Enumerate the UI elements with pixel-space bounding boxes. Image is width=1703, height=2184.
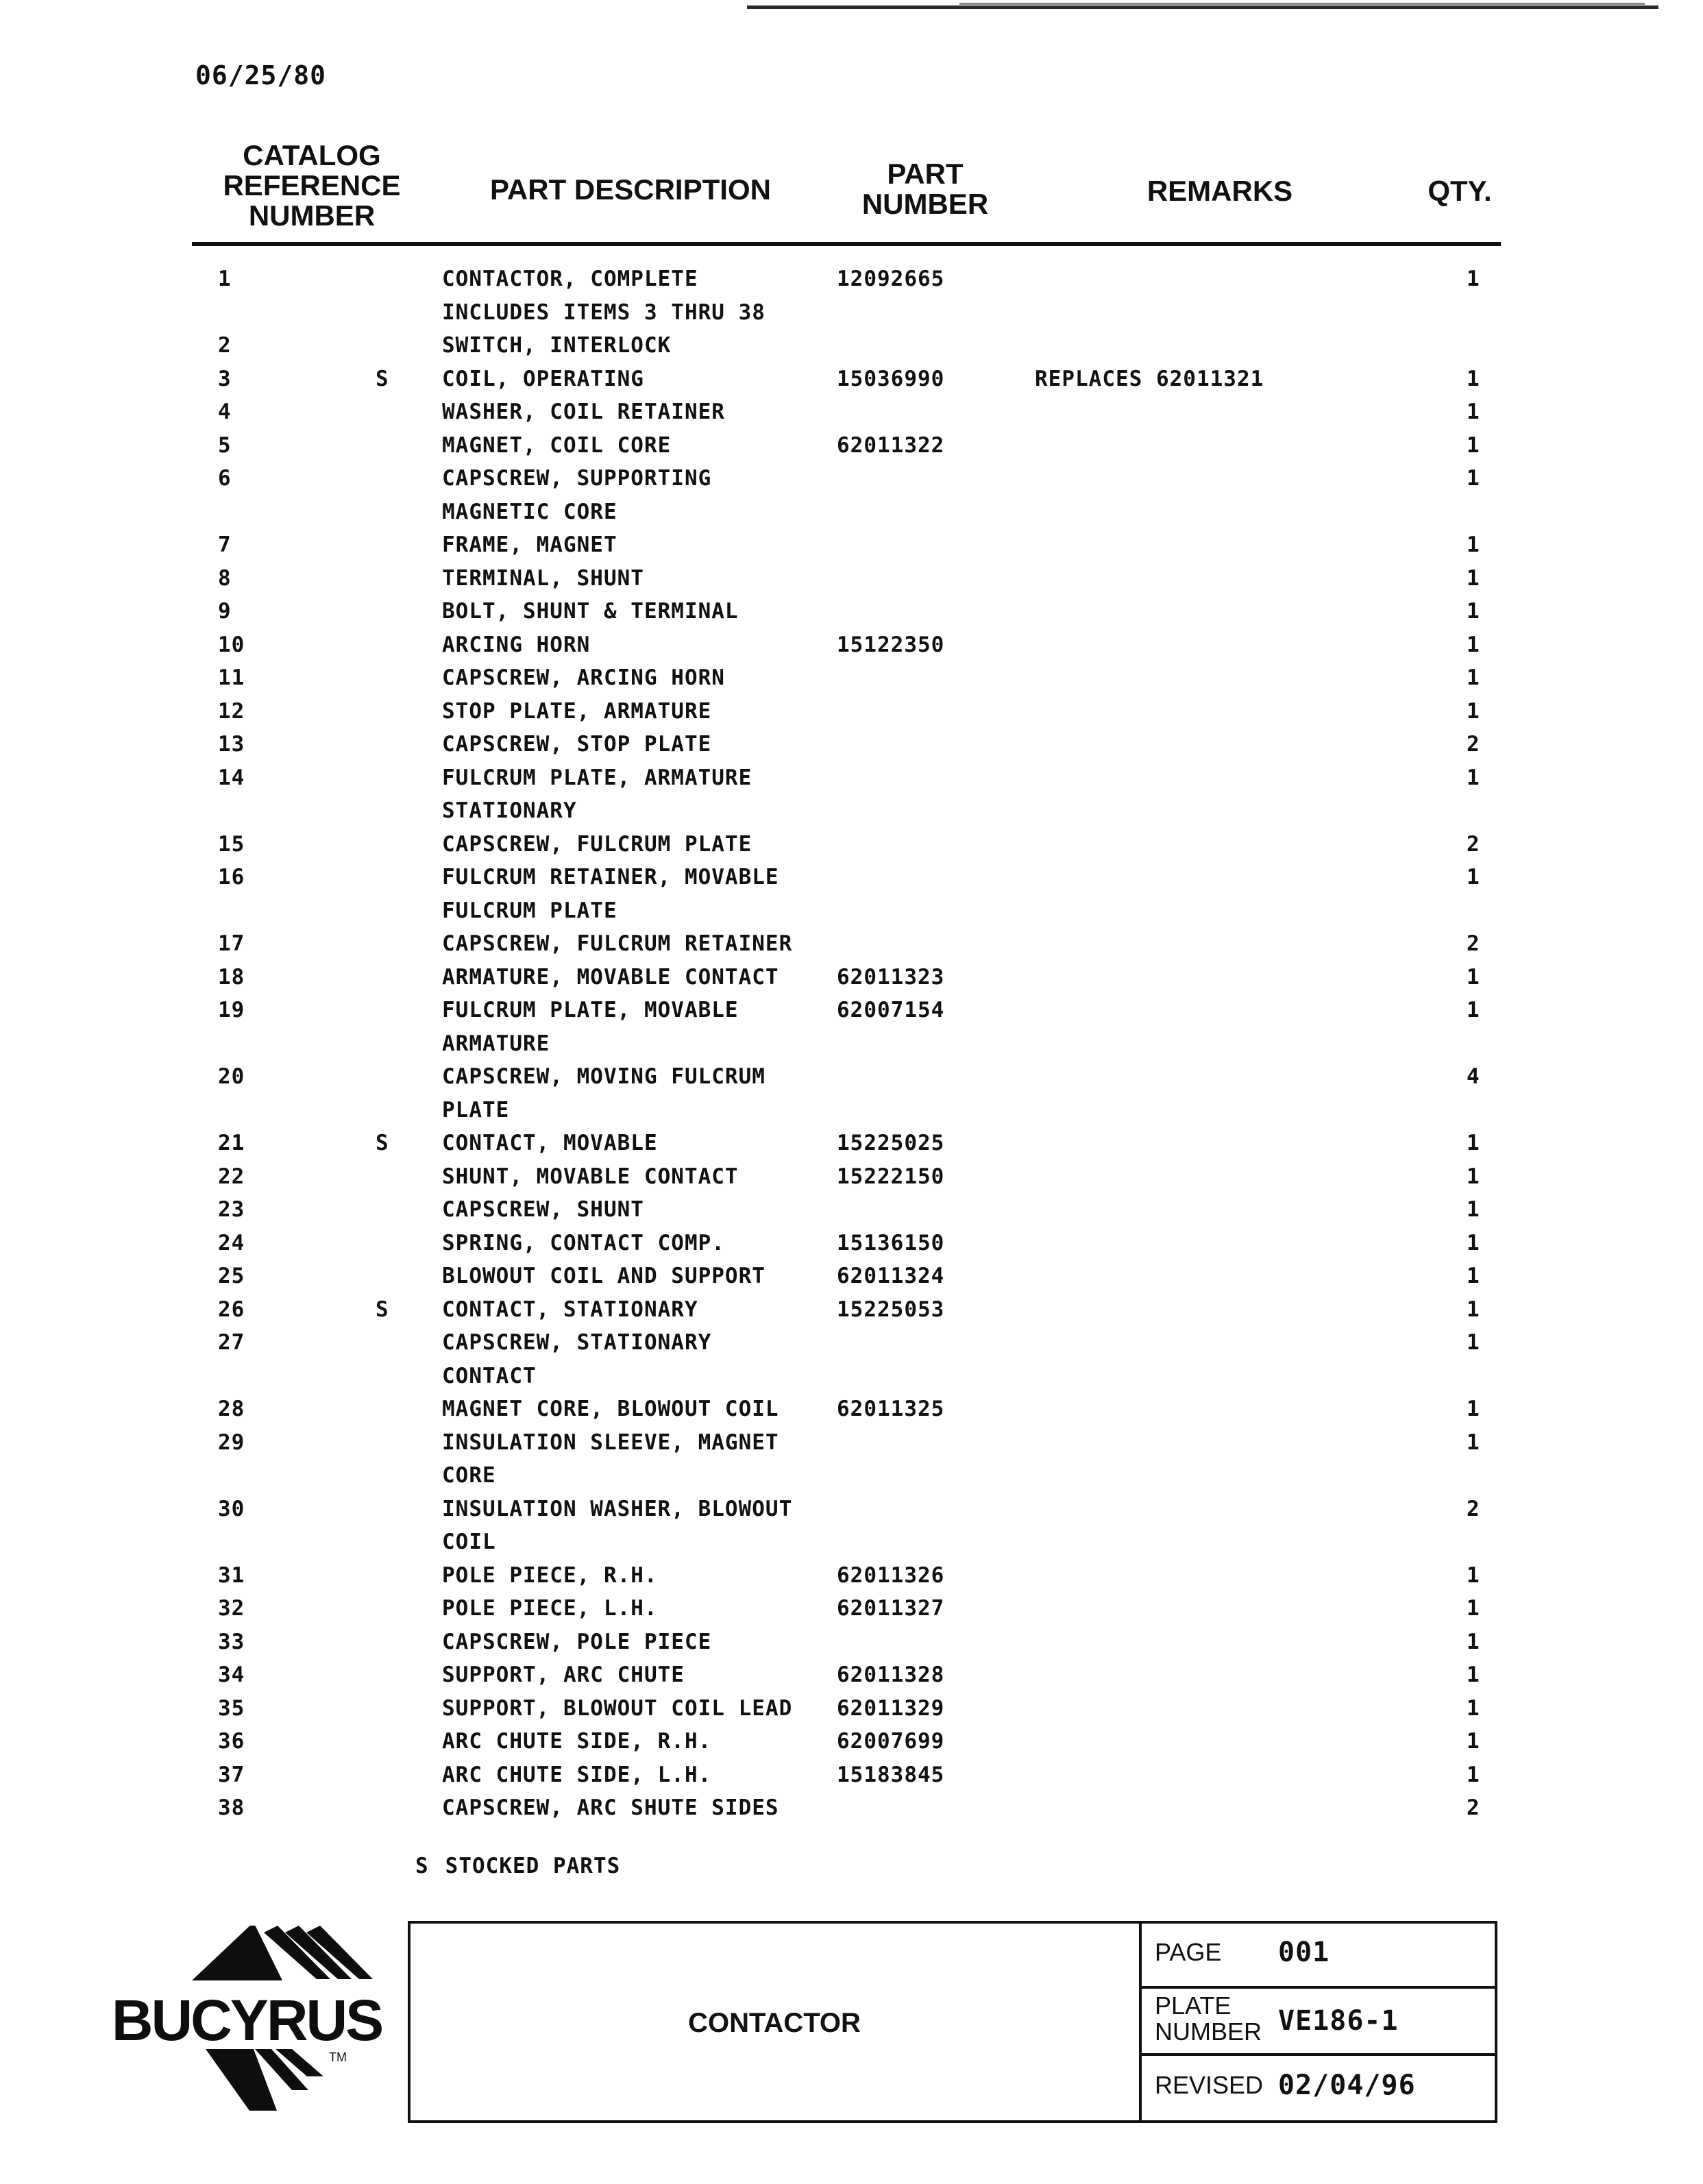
part-number-cell: 62011324 bbox=[837, 1264, 945, 1288]
part-description-cell: BOLT, SHUNT & TERMINAL bbox=[442, 599, 739, 624]
table-row bbox=[0, 1027, 1703, 1061]
quantity-cell: 1 bbox=[1467, 1762, 1480, 1787]
table-row bbox=[0, 794, 1703, 828]
part-description-cell: CAPSCREW, STATIONARY bbox=[442, 1330, 712, 1355]
legend bbox=[415, 1854, 620, 1878]
part-description-cell: SUPPORT, BLOWOUT COIL LEAD bbox=[442, 1695, 793, 1721]
ref-number-cell: 13 bbox=[218, 732, 245, 757]
quantity-cell: 1 bbox=[1467, 1397, 1480, 1421]
quantity-cell: 1 bbox=[1467, 998, 1480, 1022]
table-row bbox=[0, 429, 1703, 463]
part-description-cell: FRAME, MAGNET bbox=[442, 532, 617, 557]
part-description-cell: CONTACT bbox=[442, 1363, 537, 1388]
table-row bbox=[0, 728, 1703, 761]
part-description-cell: CONTACT, MOVABLE bbox=[442, 1131, 658, 1155]
ref-number-cell: 14 bbox=[218, 765, 245, 790]
quantity-cell: 1 bbox=[1467, 632, 1480, 657]
quantity-cell: 2 bbox=[1467, 1496, 1480, 1521]
quantity-cell: 1 bbox=[1467, 1197, 1480, 1222]
table-row bbox=[0, 363, 1703, 396]
table-row bbox=[0, 329, 1703, 363]
ref-number-cell: 29 bbox=[218, 1430, 245, 1455]
quantity-cell: 1 bbox=[1467, 1695, 1480, 1721]
quantity-cell: 1 bbox=[1467, 865, 1480, 889]
table-row bbox=[0, 994, 1703, 1027]
title-block-title: CONTACTOR bbox=[688, 2008, 861, 2038]
part-description-cell: INSULATION WASHER, BLOWOUT bbox=[442, 1496, 793, 1521]
quantity-cell: 1 bbox=[1467, 1131, 1480, 1155]
table-row bbox=[0, 495, 1703, 529]
table-row bbox=[0, 1692, 1703, 1726]
part-number-cell: 15122350 bbox=[837, 632, 945, 657]
ref-number-cell: 35 bbox=[218, 1695, 245, 1721]
part-description-cell: INCLUDES ITEMS 3 THRU 38 bbox=[442, 299, 765, 325]
part-description-cell: STATIONARY bbox=[442, 798, 577, 823]
table-row bbox=[0, 1625, 1703, 1659]
ref-number-cell: 8 bbox=[218, 565, 232, 591]
ref-number-cell: 10 bbox=[218, 632, 245, 657]
table-row bbox=[0, 1426, 1703, 1460]
quantity-cell: 1 bbox=[1467, 1430, 1480, 1455]
ref-number-cell: 11 bbox=[218, 665, 245, 690]
part-description-cell: CAPSCREW, FULCRUM PLATE bbox=[442, 831, 752, 857]
part-number-cell: 62007699 bbox=[837, 1729, 945, 1754]
table-row bbox=[0, 1592, 1703, 1625]
ref-number-cell: 36 bbox=[218, 1729, 245, 1754]
table-row bbox=[0, 927, 1703, 961]
ref-number-cell: 4 bbox=[218, 400, 232, 424]
part-description-cell: COIL bbox=[442, 1530, 496, 1554]
quantity-cell: 1 bbox=[1467, 366, 1480, 391]
table-row bbox=[0, 761, 1703, 795]
plate-number-value: VE186-1 bbox=[1278, 2005, 1399, 2037]
legend-symbol: S bbox=[415, 1854, 429, 1878]
table-row bbox=[0, 1791, 1703, 1825]
ref-number-cell: 28 bbox=[218, 1397, 245, 1421]
ref-number-cell: 27 bbox=[218, 1330, 245, 1355]
table-row bbox=[0, 1326, 1703, 1360]
part-number-cell: 62011327 bbox=[837, 1596, 945, 1621]
part-number-cell: 62011322 bbox=[837, 432, 945, 458]
header-quantity: QTY. bbox=[1428, 175, 1492, 207]
ref-number-cell: 26 bbox=[218, 1297, 245, 1322]
table-row bbox=[0, 1260, 1703, 1293]
part-description-cell: CAPSCREW, SUPPORTING bbox=[442, 466, 712, 491]
quantity-cell: 1 bbox=[1467, 267, 1480, 291]
parts-table bbox=[0, 262, 1703, 1825]
quantity-cell: 2 bbox=[1467, 831, 1480, 857]
part-description-cell: ARC CHUTE SIDE, R.H. bbox=[442, 1729, 712, 1754]
page-label: PAGE bbox=[1155, 1938, 1222, 1966]
part-number-cell: 15225025 bbox=[837, 1131, 945, 1155]
part-description-cell: CAPSCREW, MOVING FULCRUM bbox=[442, 1064, 765, 1089]
part-number-cell: 62007154 bbox=[837, 998, 945, 1022]
table-row bbox=[0, 628, 1703, 662]
quantity-cell: 1 bbox=[1467, 466, 1480, 491]
part-description-cell: FULCRUM PLATE, MOVABLE bbox=[442, 998, 739, 1022]
ref-number-cell: 21 bbox=[218, 1131, 245, 1155]
part-description-cell: CAPSCREW, ARCING HORN bbox=[442, 665, 725, 690]
quantity-cell: 1 bbox=[1467, 1164, 1480, 1189]
quantity-cell: 2 bbox=[1467, 732, 1480, 757]
table-row bbox=[0, 1392, 1703, 1426]
quantity-cell: 1 bbox=[1467, 765, 1480, 790]
part-description-cell: CAPSCREW, POLE PIECE bbox=[442, 1629, 712, 1654]
ref-number-cell: 33 bbox=[218, 1629, 245, 1654]
table-row bbox=[0, 828, 1703, 861]
part-description-cell: MAGNET, COIL CORE bbox=[442, 432, 672, 458]
ref-number-cell: 31 bbox=[218, 1562, 245, 1588]
quantity-cell: 1 bbox=[1467, 599, 1480, 624]
quantity-cell: 1 bbox=[1467, 665, 1480, 690]
stocked-flag-cell: S bbox=[376, 366, 389, 391]
ref-number-cell: 9 bbox=[218, 599, 232, 624]
revised-value: 02/04/96 bbox=[1278, 2070, 1416, 2101]
part-description-cell: POLE PIECE, L.H. bbox=[442, 1596, 658, 1621]
part-number-cell: 15222150 bbox=[837, 1164, 945, 1189]
part-description-cell: SWITCH, INTERLOCK bbox=[442, 333, 672, 358]
quantity-cell: 4 bbox=[1467, 1064, 1480, 1089]
table-row bbox=[0, 695, 1703, 728]
part-description-cell: INSULATION SLEEVE, MAGNET bbox=[442, 1430, 779, 1455]
revised-label: REVISED bbox=[1155, 2071, 1264, 2099]
header-part-number: PART NUMBER bbox=[861, 158, 989, 220]
table-row bbox=[0, 528, 1703, 562]
trademark-symbol: TM bbox=[329, 2050, 347, 2064]
ref-number-cell: 18 bbox=[218, 964, 245, 990]
table-row bbox=[0, 1559, 1703, 1593]
header-catalog-reference: CATALOG REFERENCE NUMBER bbox=[223, 139, 401, 232]
part-number-cell: 12092665 bbox=[837, 267, 945, 291]
quantity-cell: 1 bbox=[1467, 1297, 1480, 1322]
table-row bbox=[0, 1094, 1703, 1127]
part-description-cell: ARCING HORN bbox=[442, 632, 591, 657]
ref-number-cell: 20 bbox=[218, 1064, 245, 1089]
table-row bbox=[0, 861, 1703, 894]
stocked-flag-cell: S bbox=[376, 1297, 389, 1322]
title-block-divider bbox=[1139, 1921, 1142, 2123]
table-row bbox=[0, 1160, 1703, 1194]
part-description-cell: COIL, OPERATING bbox=[442, 366, 644, 391]
ref-number-cell: 17 bbox=[218, 931, 245, 956]
part-description-cell: CAPSCREW, ARC SHUTE SIDES bbox=[442, 1795, 779, 1820]
table-row bbox=[0, 1060, 1703, 1094]
part-description-cell: MAGNET CORE, BLOWOUT COIL bbox=[442, 1397, 779, 1421]
ref-number-cell: 19 bbox=[218, 998, 245, 1022]
table-row bbox=[0, 1127, 1703, 1160]
ref-number-cell: 37 bbox=[218, 1762, 245, 1787]
part-description-cell: ARMATURE, MOVABLE CONTACT bbox=[442, 964, 779, 990]
part-number-cell: 62011326 bbox=[837, 1562, 945, 1588]
table-row bbox=[0, 462, 1703, 495]
part-number-cell: 15183845 bbox=[837, 1762, 945, 1787]
table-row bbox=[0, 562, 1703, 596]
part-description-cell: CONTACT, STATIONARY bbox=[442, 1297, 698, 1322]
quantity-cell: 1 bbox=[1467, 964, 1480, 990]
ref-number-cell: 7 bbox=[218, 532, 232, 557]
quantity-cell: 1 bbox=[1467, 1230, 1480, 1255]
part-description-cell: CAPSCREW, SHUNT bbox=[442, 1197, 644, 1222]
table-row bbox=[0, 595, 1703, 628]
ref-number-cell: 30 bbox=[218, 1496, 245, 1521]
ref-number-cell: 38 bbox=[218, 1795, 245, 1820]
ref-number-cell: 23 bbox=[218, 1197, 245, 1222]
part-description-cell: FULCRUM RETAINER, MOVABLE bbox=[442, 865, 779, 889]
scan-edge-line bbox=[959, 3, 1645, 5]
part-number-cell: 15036990 bbox=[837, 366, 945, 391]
part-description-cell: SHUNT, MOVABLE CONTACT bbox=[442, 1164, 739, 1189]
table-row bbox=[0, 894, 1703, 928]
ref-number-cell: 16 bbox=[218, 865, 245, 889]
part-number-cell: 62011325 bbox=[837, 1397, 945, 1421]
table-row bbox=[0, 1758, 1703, 1792]
table-row bbox=[0, 395, 1703, 429]
quantity-cell: 1 bbox=[1467, 1662, 1480, 1687]
part-description-cell: CAPSCREW, FULCRUM RETAINER bbox=[442, 931, 793, 956]
part-description-cell: SUPPORT, ARC CHUTE bbox=[442, 1662, 685, 1687]
part-description-cell: POLE PIECE, R.H. bbox=[442, 1562, 658, 1588]
quantity-cell: 1 bbox=[1467, 1596, 1480, 1621]
ref-number-cell: 32 bbox=[218, 1596, 245, 1621]
table-row bbox=[0, 961, 1703, 994]
part-description-cell: CAPSCREW, STOP PLATE bbox=[442, 732, 712, 757]
part-number-cell: 62011328 bbox=[837, 1662, 945, 1687]
ref-number-cell: 12 bbox=[218, 698, 245, 724]
quantity-cell: 1 bbox=[1467, 1264, 1480, 1288]
ref-number-cell: 2 bbox=[218, 333, 232, 358]
ref-number-cell: 34 bbox=[218, 1662, 245, 1687]
part-description-cell: BLOWOUT COIL AND SUPPORT bbox=[442, 1264, 765, 1288]
table-row bbox=[0, 1493, 1703, 1526]
ref-number-cell: 25 bbox=[218, 1264, 245, 1288]
part-description-cell: TERMINAL, SHUNT bbox=[442, 565, 644, 591]
quantity-cell: 1 bbox=[1467, 1330, 1480, 1355]
table-row bbox=[0, 1459, 1703, 1493]
table-row bbox=[0, 1658, 1703, 1692]
remarks-cell: REPLACES 62011321 bbox=[1035, 366, 1264, 391]
part-description-cell: CORE bbox=[442, 1463, 496, 1488]
header-remarks: REMARKS bbox=[1147, 175, 1293, 207]
plate-label-line2: NUMBER bbox=[1155, 2017, 1262, 2046]
quantity-cell: 1 bbox=[1467, 565, 1480, 591]
header-rule bbox=[192, 242, 1501, 246]
document-date: 06/25/80 bbox=[195, 60, 327, 90]
ref-number-cell: 3 bbox=[218, 366, 232, 391]
quantity-cell: 1 bbox=[1467, 532, 1480, 557]
part-number-cell: 62011323 bbox=[837, 964, 945, 990]
part-description-cell: WASHER, COIL RETAINER bbox=[442, 400, 725, 424]
page-value: 001 bbox=[1278, 1937, 1330, 1968]
quantity-cell: 1 bbox=[1467, 1562, 1480, 1588]
title-block-row-divider-2 bbox=[1139, 2053, 1497, 2056]
ref-number-cell: 15 bbox=[218, 831, 245, 857]
legend-text: STOCKED PARTS bbox=[445, 1854, 621, 1878]
quantity-cell: 2 bbox=[1467, 931, 1480, 956]
part-number-cell: 15225053 bbox=[837, 1297, 945, 1322]
quantity-cell: 1 bbox=[1467, 698, 1480, 724]
part-description-cell: SPRING, CONTACT COMP. bbox=[442, 1230, 725, 1255]
part-description-cell: ARMATURE bbox=[442, 1031, 550, 1056]
table-row bbox=[0, 262, 1703, 296]
table-row bbox=[0, 1525, 1703, 1559]
quantity-cell: 1 bbox=[1467, 1729, 1480, 1754]
table-row bbox=[0, 661, 1703, 695]
part-description-cell: CONTACTOR, COMPLETE bbox=[442, 267, 698, 291]
bucyrus-logo-text: BUCYRUS bbox=[111, 1988, 382, 2052]
part-number-cell: 15136150 bbox=[837, 1230, 945, 1255]
part-description-cell: STOP PLATE, ARMATURE bbox=[442, 698, 712, 724]
table-row bbox=[0, 1360, 1703, 1393]
part-description-cell: MAGNETIC CORE bbox=[442, 499, 617, 524]
ref-number-cell: 22 bbox=[218, 1164, 245, 1189]
table-row bbox=[0, 1725, 1703, 1758]
table-row bbox=[0, 1227, 1703, 1260]
stocked-flag-cell: S bbox=[376, 1131, 389, 1155]
quantity-cell: 2 bbox=[1467, 1795, 1480, 1820]
table-row bbox=[0, 296, 1703, 330]
quantity-cell: 1 bbox=[1467, 432, 1480, 458]
table-row bbox=[0, 1193, 1703, 1227]
quantity-cell: 1 bbox=[1467, 400, 1480, 424]
quantity-cell: 1 bbox=[1467, 1629, 1480, 1654]
ref-number-cell: 1 bbox=[218, 267, 232, 291]
part-description-cell: FULCRUM PLATE, ARMATURE bbox=[442, 765, 752, 790]
table-row bbox=[0, 1293, 1703, 1327]
part-description-cell: PLATE bbox=[442, 1097, 510, 1122]
ref-number-cell: 5 bbox=[218, 432, 232, 458]
ref-number-cell: 6 bbox=[218, 466, 232, 491]
title-block-row-divider-1 bbox=[1139, 1986, 1497, 1989]
header-part-description: PART DESCRIPTION bbox=[490, 173, 771, 206]
part-description-cell: FULCRUM PLATE bbox=[442, 898, 617, 923]
ref-number-cell: 24 bbox=[218, 1230, 245, 1255]
part-number-cell: 62011329 bbox=[837, 1695, 945, 1721]
part-description-cell: ARC CHUTE SIDE, L.H. bbox=[442, 1762, 712, 1787]
scan-top-line bbox=[747, 5, 1658, 9]
plate-label-line1: PLATE bbox=[1155, 1991, 1232, 2020]
